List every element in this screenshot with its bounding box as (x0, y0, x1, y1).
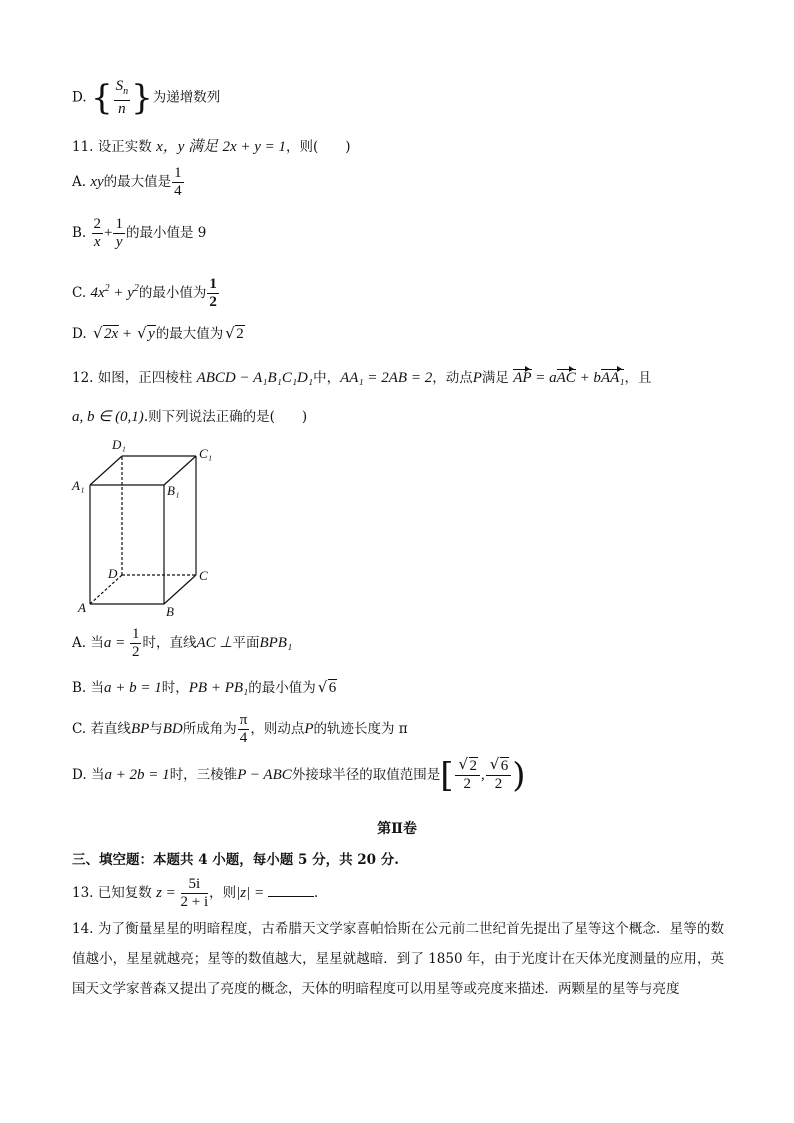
stem-condition: AA₁ = 2AB = 2 (340, 370, 433, 386)
brace-right: } (131, 78, 153, 118)
fraction-2-x: $\frac{2}{x}$ (93, 216, 102, 250)
stem-text: 满足 (481, 370, 509, 386)
q12-option-d: D. 当a + 2b = 1时，三棱锥P − ABC外接球半径的取值范围是[ √ $\frac{2}{2}$ , √ $\frac{6}{2}$ ) (72, 758, 526, 793)
q11-option-d: D. √ 2x + √ y的最大值为√ 2 (72, 322, 245, 343)
q12-option-a: A. 当a = $\frac{1}{2}$ 时，直线AC ⊥平面BPB₁ (72, 626, 293, 660)
bracket-right: ) (512, 755, 526, 796)
stem-text: ，动点 (432, 370, 473, 386)
fraction-5i-2plusi: $\frac{5i}{2 + i}$ (180, 876, 209, 910)
stem-vars: x，y 满足 (156, 139, 219, 155)
stem-text: 12. 如图，正四棱柱 (72, 370, 193, 386)
q11-stem (72, 135, 351, 156)
option-text: 的最小值为 (248, 680, 316, 696)
point-p: P (472, 370, 482, 386)
sqrt-6: √ 6 (318, 680, 338, 697)
option-text: 时， (161, 680, 189, 696)
option-text: 当 (90, 680, 105, 696)
option-text: 为递增数列 (152, 89, 221, 106)
option-label: C. (72, 285, 87, 301)
option-text: ，则动点 (250, 721, 305, 737)
option-text: 当 (90, 635, 104, 651)
prism-figure (70, 432, 230, 622)
stem-range: a, b ∈ (0,1) (72, 409, 144, 425)
option-label: D. (72, 767, 87, 783)
expr-xy: xy (90, 174, 104, 190)
option-label: D. (72, 89, 87, 106)
sqrt-y: √ y (137, 326, 156, 343)
option-label: B. (72, 225, 87, 241)
label-d: D (108, 566, 118, 581)
label-b: B (166, 604, 174, 619)
stem-suffix: ，则( ) (286, 139, 351, 155)
sqrt-2x: √ 2x (93, 326, 119, 343)
stem-text: .则下列说法正确的是( ) (143, 409, 308, 425)
q11-option-a (72, 165, 185, 200)
q10-option-d (72, 78, 220, 118)
q12-option-b: B. 当a + b = 1时，PB + PB₁的最小值为√ 6 (72, 676, 337, 697)
fraction-1-2: $\frac{1}{2}$ (131, 626, 140, 660)
fraction-sn-n: $\frac{S_n}{n}$ (115, 78, 129, 117)
q13-stem: 13. 已知复数 z = $\frac{5i}{2 + i}$ ，则|z| = . (72, 876, 319, 910)
stem-text: 中， (313, 370, 341, 386)
option-text: 的最小值是 9 (125, 225, 207, 241)
label-c: C (199, 568, 208, 583)
fraction-pi-4: $\frac{\pi}{4}$ (239, 712, 248, 746)
stem-text: ，且 (624, 370, 652, 386)
option-label: A. (72, 174, 87, 190)
stem-equation: 2x + y = 1 (222, 139, 286, 155)
label-b1: B₁ (167, 483, 180, 498)
prism-name: ABCD − A₁B₁C₁D₁ (196, 370, 314, 386)
label-d1: D₁ (112, 437, 126, 452)
q11-option-c: C. $4x^2 + y^2$的最小值为 $\frac{1}{2}$ (72, 276, 217, 310)
option-text: 的最小值为 (138, 285, 207, 301)
option-text: 的最大值为 (155, 326, 224, 342)
brace-left: { (90, 78, 113, 118)
option-text: 与 (149, 721, 163, 737)
option-text: 的最大值是 (103, 174, 172, 190)
fraction-1-2: $\frac{1}{2}$ (209, 276, 217, 310)
option-text: 的轨迹长度为 π (313, 721, 408, 737)
q11-option-b: B. $\frac{2}{x}$ + $\frac{1}{y}$ 的最小值是 9 (72, 216, 207, 250)
q14-paragraph: 14. 为了衡量星星的明暗程度，古希腊天文学家喜帕恰斯在公元前二世纪首先提出了星等这个概念．星等的数值越小，星星就越亮；星等的数值越大，星星就越暗．到了 1850 年，由于光度计在天体光度测量的应用，英国天文学家普森又提出了亮度的概念，天体的明暗程度可以用星等或亮度来描述．两颗星的星等与亮度 (72, 921, 724, 997)
fraction-1-4: $\frac{1}{4}$ (174, 165, 182, 199)
edge-a1-d1 (90, 456, 122, 485)
edge-b-c (164, 575, 196, 604)
option-label: D. (72, 326, 87, 342)
label-a: A (78, 600, 86, 615)
q12-stem-line2 (72, 405, 307, 426)
answer-blank[interactable] (268, 882, 314, 897)
option-text: 平面 (232, 635, 260, 651)
fraction-sqrt6-2: √ $\frac{6}{2}$ (486, 758, 512, 793)
bracket-left: [ (440, 755, 454, 796)
option-label: A. (72, 635, 87, 651)
stem-text: . (313, 885, 319, 901)
option-label: B. (72, 680, 87, 696)
option-text: 若直线 (90, 721, 131, 737)
option-text: 所成角为 (182, 721, 237, 737)
option-label: C. (72, 721, 87, 737)
option-text: 时，三棱锥 (169, 767, 238, 783)
stem-text: ，则 (209, 885, 237, 901)
sqrt-2: √ 2 (225, 326, 245, 343)
option-text: 当 (90, 767, 105, 783)
option-text: 外接球半径的取值范围是 (291, 767, 441, 783)
label-c1: C₁ (199, 446, 213, 461)
edge-b1-c1 (164, 456, 196, 485)
fraction-1-y: $\frac{1}{y}$ (115, 216, 123, 250)
q12-option-c: C. 若直线BP与BD所成角为 $\frac{\pi}{4}$ ，则动点P的轨迹长度为 π (72, 712, 408, 746)
q12-stem: 12. 如图，正四棱柱 ABCD − A₁B₁C₁D₁中，AA₁ = 2AB = 2，动点P满足 AP = aAC + bAA₁，且 (72, 370, 652, 386)
fraction-sqrt2-2: √ $\frac{2}{2}$ (455, 758, 481, 793)
section-title: 第Ⅱ卷 (377, 821, 417, 837)
part3-heading: 三、填空题：本题共 4 小题，每小题 5 分，共 20 分. (72, 852, 399, 868)
stem-text: 13. 已知复数 (72, 885, 152, 901)
option-text: 时，直线 (142, 635, 197, 651)
label-a1: A₁ (72, 478, 85, 493)
stem-text: 11. 设正实数 (72, 139, 152, 155)
